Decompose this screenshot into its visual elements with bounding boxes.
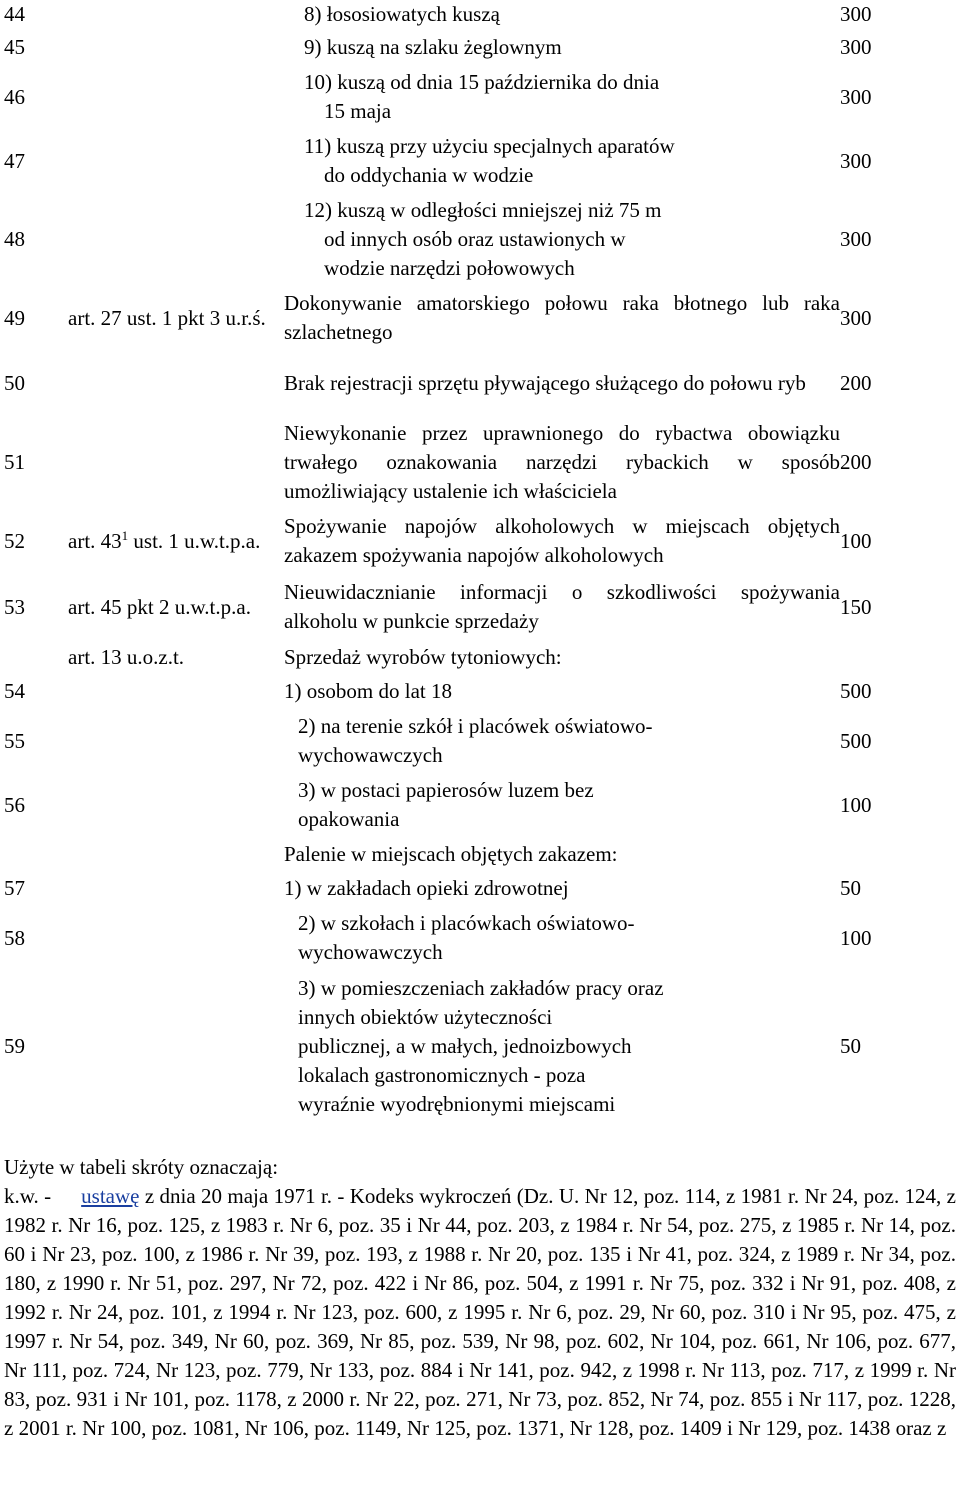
fine-amount: 300 — [840, 2, 872, 26]
fine-amount: 500 — [840, 679, 872, 703]
fine-amount: 50 — [840, 876, 861, 900]
table-row — [0, 286, 884, 350]
offence-description: 2) na terenie szkół i placówek oświatowo- wychowawczych — [298, 714, 653, 767]
offence-description: 2) w szkołach i placówkach oświatowo- wychowawczych — [298, 911, 635, 964]
notes-heading: Użyte w tabeli skróty oznaczają: — [4, 1155, 279, 1179]
row-number — [0, 837, 64, 871]
offence-description: Niewykonanie przez uprawnionego do rybactwa obowiązku trwałego oznakowania narzędzi rybackich w sposób umożliwiający ustalenie ich właściciela — [284, 420, 840, 503]
legal-basis — [64, 129, 284, 193]
table-row — [0, 574, 884, 640]
table-row — [0, 350, 884, 416]
table-row — [0, 906, 884, 970]
section-heading: Sprzedaż wyrobów tytoniowych: — [284, 644, 562, 669]
legal-basis — [64, 65, 284, 129]
row-number: 52 — [4, 528, 25, 553]
row-number: 49 — [4, 305, 25, 330]
table-row — [0, 193, 884, 286]
row-number: 58 — [4, 925, 25, 950]
table-row — [0, 674, 884, 709]
legal-basis — [64, 674, 284, 709]
legal-basis — [64, 0, 284, 29]
table-row — [0, 640, 884, 674]
table-row — [0, 709, 884, 773]
legal-basis — [64, 773, 284, 837]
offence-description: 9) kuszą na szlaku żeglownym — [304, 34, 562, 59]
row-number: 56 — [4, 792, 25, 817]
offence-description: 1) osobom do lat 18 — [284, 679, 452, 703]
fine-amount: 300 — [840, 227, 872, 251]
table-row — [0, 129, 884, 193]
fine-amount: 300 — [840, 34, 872, 59]
fine-amount: 300 — [840, 84, 872, 109]
offence-description: Nieuwidacznianie informacji o szkodliwości spożywania alkoholu w punkcie sprzedaży — [284, 580, 840, 633]
abbreviations-notes — [4, 1153, 956, 1443]
row-number: 57 — [4, 876, 25, 900]
kw-text: z dnia 20 maja 1971 r. - Kodeks wykroczeń (Dz. U. Nr 12, poz. 114, z 1981 r. Nr 24, poz. 124, z 1982 r. Nr 16, poz. 125, z 1983 r. Nr 6, poz. 35 i Nr 44, poz. 203, z 1984 r. Nr 54, poz. 275, z 1985 r. Nr 14, poz. 60 i Nr 23, poz. 100, z 1986 r. Nr 39, poz. 193, z 1988 r. Nr 20, poz. 135 i Nr 41, poz. 324, z 1989 r. Nr 34, poz. 180, z 1990 r. Nr 51, poz. 297, Nr 72, poz. 422 i Nr 86, poz. 504, z 1991 r. Nr 75, poz. 332 i Nr 91, poz. 408, z 1992 r. Nr 24, poz. 101, z 1994 r. Nr 123, poz. 600, z 1995 r. Nr 6, poz. 29, Nr 60, poz. 310 i Nr 95, poz. 475, z 1997 r. Nr 54, poz. 349, Nr 60, poz. 369, Nr 85, poz. 539, Nr 98, poz. 602, Nr 104, poz. 661, Nr 106, poz. 677, Nr 111, poz. 724, Nr 123, poz. 779, Nr 133, poz. 884 i Nr 141, poz. 942, z 1998 r. Nr 113, poz. 717, z 1999 r. Nr 83, poz. 931 i Nr 101, poz. 1178, z 2000 r. Nr 22, poz. 271, Nr 73, poz. 852, Nr 74, poz. 855 i Nr 117, poz. 1228, z 2001 r. Nr 100, poz. 1081, Nr 106, poz. 1149, Nr 125, poz. 1371, Nr 128, poz. 1409 i Nr 129, poz. 1438 oraz z — [4, 1184, 956, 1440]
notes-kw-paragraph — [4, 1182, 956, 1443]
fine-amount — [840, 640, 884, 674]
row-number — [0, 640, 64, 674]
fine-amount: 100 — [840, 925, 872, 950]
legal-basis — [64, 350, 284, 416]
offence-description: 8) łososiowatych kuszą — [304, 2, 500, 26]
table-row — [0, 0, 884, 29]
fine-amount: 150 — [840, 594, 872, 619]
table-row — [0, 29, 884, 65]
fine-amount: 200 — [840, 449, 872, 474]
offence-description: 11) kuszą przy użyciu specjalnych aparatów do oddychania w wodzie — [304, 134, 675, 187]
offence-description: 1) w zakładach opieki zdrowotnej — [284, 876, 569, 900]
row-number: 53 — [4, 594, 25, 619]
statute-link[interactable]: ustawę — [81, 1184, 140, 1208]
offence-description: Dokonywanie amatorskiego połowu raka błotnego lub raka szlachetnego — [284, 291, 840, 344]
legal-basis: art. 13 u.o.z.t. — [68, 644, 185, 669]
offence-description: 3) w pomieszczeniach zakładów pracy oraz innych obiektów użyteczności publicznej, a w małych, jednoizbowych lokalach gastronomicznych - poza wyraźnie wyodrębnionymi miejscami — [298, 975, 664, 1116]
row-number: 51 — [4, 449, 25, 474]
legal-basis — [64, 709, 284, 773]
table-row — [0, 773, 884, 837]
legal-basis — [64, 416, 284, 508]
row-number: 46 — [4, 84, 25, 109]
legal-basis — [64, 193, 284, 286]
row-number: 59 — [4, 1033, 25, 1058]
legal-basis — [64, 906, 284, 970]
legal-basis — [64, 970, 284, 1122]
fine-amount: 50 — [840, 1033, 861, 1058]
fine-amount — [840, 837, 884, 871]
legal-basis: art. 27 ust. 1 pkt 3 u.r.ś. — [68, 305, 266, 330]
legal-basis: art. 45 pkt 2 u.w.t.p.a. — [68, 594, 251, 619]
fine-amount: 500 — [840, 728, 872, 753]
row-number: 44 — [4, 2, 25, 26]
fine-amount: 100 — [840, 528, 872, 553]
offence-description: Spożywanie napojów alkoholowych w miejscach objętych zakazem spożywania napojów alkoholowych — [284, 514, 840, 567]
table-row — [0, 508, 884, 574]
offence-description: 3) w postaci papierosów luzem bez opakowania — [298, 778, 594, 831]
section-heading: Palenie w miejscach objętych zakazem: — [284, 841, 618, 866]
row-number: 45 — [4, 34, 25, 59]
row-number: 50 — [4, 370, 25, 395]
legal-basis: art. $43^1$ ust. 1 u.w.t.p.a. — [68, 527, 261, 553]
table-row — [0, 970, 884, 1122]
table-row — [0, 65, 884, 129]
offence-description: 10) kuszą od dnia 15 października do dnia 15 maja — [304, 70, 660, 123]
kw-abbrev: k.w. - — [4, 1184, 52, 1208]
fine-amount: 100 — [840, 792, 872, 817]
offence-description: 12) kuszą w odległości mniejszej niż 75 m od innych osób oraz ustawionych w wodzie narzędzi połowowych — [304, 198, 662, 280]
row-number: 55 — [4, 728, 25, 753]
row-number: 47 — [4, 148, 25, 173]
table-row — [0, 837, 884, 871]
offence-description: Brak rejestracji sprzętu pływającego służącego do połowu ryb — [284, 370, 806, 395]
row-number: 48 — [4, 227, 25, 251]
legal-basis — [64, 871, 284, 906]
row-number: 54 — [4, 679, 25, 703]
legal-basis — [64, 29, 284, 65]
fine-amount: 300 — [840, 148, 872, 173]
fine-amount: 300 — [840, 305, 872, 330]
table-row — [0, 871, 884, 906]
table-row — [0, 416, 884, 508]
fine-amount: 200 — [840, 370, 872, 395]
legal-basis — [64, 837, 284, 871]
